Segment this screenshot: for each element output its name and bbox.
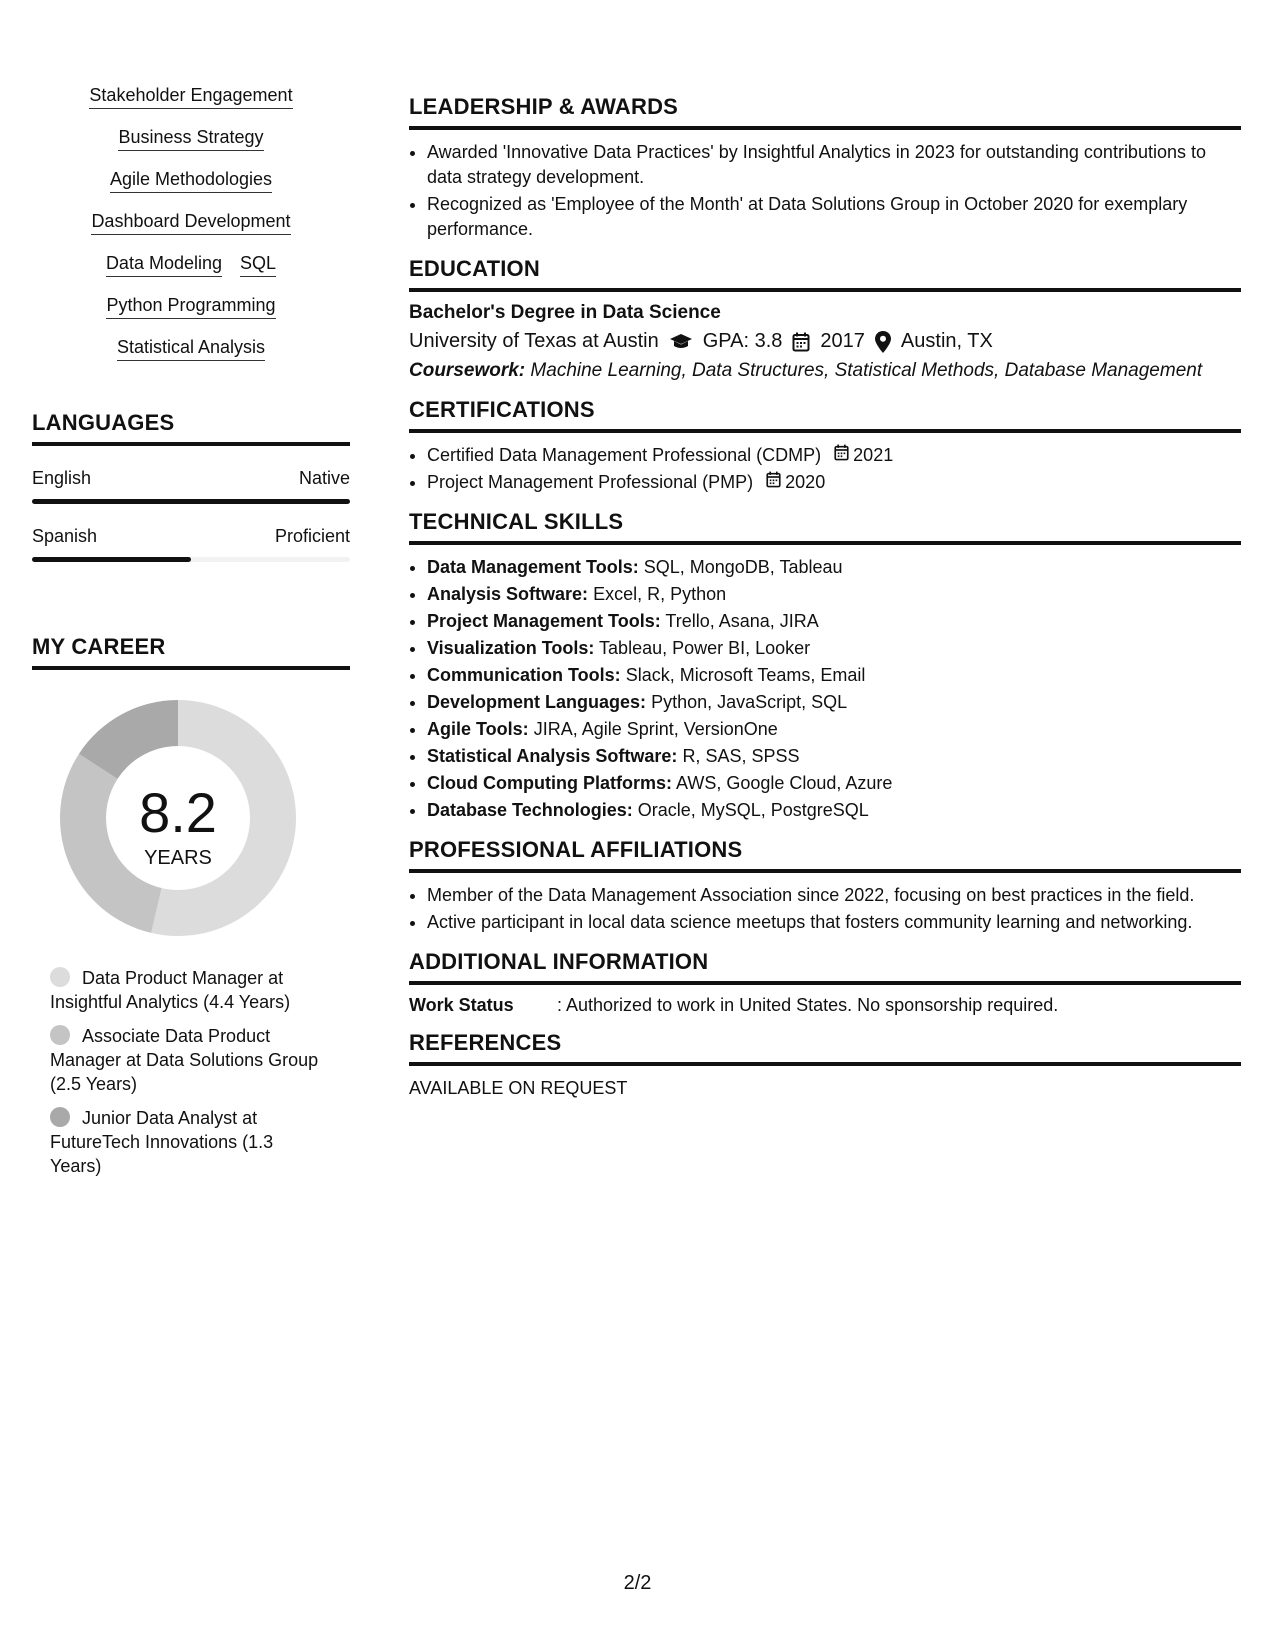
language-bar <box>32 499 350 504</box>
list-item: • Active participant in local data science meetups that fosters community learning and networking. <box>427 910 1241 935</box>
additional-info-heading: ADDITIONAL INFORMATION <box>409 949 1241 985</box>
skill-values: SQL, MongoDB, Tableau <box>643 557 843 577</box>
skill-values: JIRA, Agile Sprint, VersionOne <box>533 719 778 739</box>
leadership-heading: LEADERSHIP & AWARDS <box>409 94 1241 130</box>
language-bar-fill <box>32 557 191 562</box>
list-item <box>427 663 1241 688</box>
list-item <box>427 771 1241 796</box>
legend-dot <box>50 1107 70 1127</box>
career-donut-chart <box>32 696 374 940</box>
references-heading: REFERENCES <box>409 1030 1241 1066</box>
legend-label: Associate Data Product Manager at Data Solutions Group (2.5 Years) <box>50 1026 319 1094</box>
school-location: Austin, TX <box>900 330 993 352</box>
legend-item <box>50 1024 320 1096</box>
career-unit: YEARS <box>144 847 212 869</box>
skill-tag: Business Strategy <box>118 126 263 151</box>
list-item <box>427 717 1241 742</box>
career-section <box>32 634 350 1178</box>
calendar-icon <box>792 330 810 353</box>
list-item <box>427 582 1241 607</box>
page-number: 2/2 <box>623 1572 652 1594</box>
skill-values: Tableau, Power BI, Looker <box>599 638 811 658</box>
language-item <box>32 526 350 562</box>
career-legend <box>32 966 320 1178</box>
language-item <box>32 468 350 504</box>
list-item <box>427 443 1241 468</box>
skill-category: Development Languages: <box>427 692 647 712</box>
list-item <box>427 744 1241 769</box>
coursework-list: Machine Learning, Data Structures, Statistical Methods, Database Management <box>530 360 1203 381</box>
skill-category: Data Management Tools: <box>427 557 639 577</box>
skill-tag: Data Modeling <box>106 252 222 277</box>
affiliations-heading: PROFESSIONAL AFFILIATIONS <box>409 837 1241 873</box>
work-status-value: : Authorized to work in United States. No sponsorship required. <box>557 995 1059 1015</box>
work-status-label: Work Status <box>409 995 514 1015</box>
skill-category: Project Management Tools: <box>427 611 661 631</box>
certifications-section <box>409 397 1241 495</box>
additional-info-section <box>409 949 1241 1016</box>
legend-dot <box>50 967 70 987</box>
list-item <box>427 470 1241 495</box>
languages-section <box>32 410 350 562</box>
skill-values: AWS, Google Cloud, Azure <box>676 773 893 793</box>
calendar-icon <box>834 443 849 468</box>
map-pin-icon <box>875 330 891 353</box>
career-donut <box>56 696 300 940</box>
left-column <box>32 84 350 1188</box>
references-text: AVAILABLE ON REQUEST <box>409 1078 628 1098</box>
skill-values: Trello, Asana, JIRA <box>665 611 819 631</box>
cert-name: Certified Data Management Professional (CDMP) <box>427 445 822 465</box>
list-item <box>427 636 1241 661</box>
skill-category: Cloud Computing Platforms: <box>427 773 672 793</box>
list-item <box>427 690 1241 715</box>
language-level: Proficient <box>274 526 350 546</box>
language-name: Spanish <box>32 526 98 546</box>
technical-skills-list <box>409 555 1241 823</box>
cert-year: 2021 <box>853 445 894 465</box>
degree-title: Bachelor's Degree in Data Science <box>409 302 721 323</box>
skill-category: Communication Tools: <box>427 665 621 685</box>
skill-category: Visualization Tools: <box>427 638 595 658</box>
career-total: 8.2 <box>139 781 217 844</box>
legend-label: Junior Data Analyst at FutureTech Innovations (1.3 Years) <box>50 1108 274 1176</box>
graduation-cap-icon <box>669 330 693 353</box>
list-item <box>427 609 1241 634</box>
skill-tag: Agile Methodologies <box>110 168 272 193</box>
leadership-list <box>409 140 1241 242</box>
skill-tag: Dashboard Development <box>91 210 290 235</box>
certifications-heading: CERTIFICATIONS <box>409 397 1241 433</box>
legend-item <box>50 1106 320 1178</box>
languages-heading: LANGUAGES <box>32 410 350 446</box>
skill-values: Excel, R, Python <box>593 584 727 604</box>
leadership-section <box>409 94 1241 242</box>
list-item: • Recognized as 'Employee of the Month' at Data Solutions Group in October 2020 for exemplary performance. <box>427 192 1241 242</box>
skill-category: Analysis Software: <box>427 584 589 604</box>
skill-category: Database Technologies: <box>427 800 633 820</box>
legend-label: Data Product Manager at Insightful Analytics (4.4 Years) <box>50 968 291 1012</box>
language-level: Native <box>298 468 350 488</box>
list-item <box>427 555 1241 580</box>
career-heading: MY CAREER <box>32 634 350 670</box>
technical-skills-heading: TECHNICAL SKILLS <box>409 509 1241 545</box>
cert-year: 2020 <box>785 472 826 492</box>
list-item: • Member of the Data Management Association since 2022, focusing on best practices in the field. <box>427 883 1241 908</box>
skill-values: Slack, Microsoft Teams, Email <box>625 665 866 685</box>
skill-values: Oracle, MySQL, PostgreSQL <box>637 800 869 820</box>
skill-tag: Stakeholder Engagement <box>89 84 292 109</box>
language-name: English <box>32 468 92 488</box>
references-section <box>409 1030 1241 1099</box>
skill-tag: Statistical Analysis <box>117 336 265 361</box>
skills-list <box>32 84 350 378</box>
legend-item <box>50 966 320 1014</box>
right-column <box>409 94 1241 1113</box>
graduation-year: 2017 <box>820 330 865 352</box>
cert-name: Project Management Professional (PMP) <box>427 472 754 492</box>
list-item: • Awarded 'Innovative Data Practices' by Insightful Analytics in 2023 for outstanding contributions to data strategy development. <box>427 140 1241 190</box>
language-bar-fill <box>32 499 350 504</box>
education-heading: EDUCATION <box>409 256 1241 292</box>
language-bar <box>32 557 350 562</box>
skill-tag: SQL <box>240 252 276 277</box>
certifications-list <box>409 443 1241 495</box>
skill-category: Statistical Analysis Software: <box>427 746 678 766</box>
school-name: University of Texas at Austin <box>409 330 659 352</box>
work-status-row <box>409 995 1241 1016</box>
skill-tag: Python Programming <box>106 294 275 319</box>
education-meta <box>409 330 1241 353</box>
legend-dot <box>50 1025 70 1045</box>
gpa: GPA: 3.8 <box>702 330 783 352</box>
education-section <box>409 256 1241 383</box>
calendar-icon <box>766 470 781 495</box>
coursework-label: Coursework: <box>409 360 526 381</box>
skill-values: R, SAS, SPSS <box>682 746 800 766</box>
affiliations-list <box>409 883 1241 935</box>
affiliations-section <box>409 837 1241 935</box>
skill-category: Agile Tools: <box>427 719 529 739</box>
coursework <box>409 359 1241 383</box>
technical-skills-section <box>409 509 1241 823</box>
list-item <box>427 798 1241 823</box>
skill-values: Python, JavaScript, SQL <box>651 692 848 712</box>
